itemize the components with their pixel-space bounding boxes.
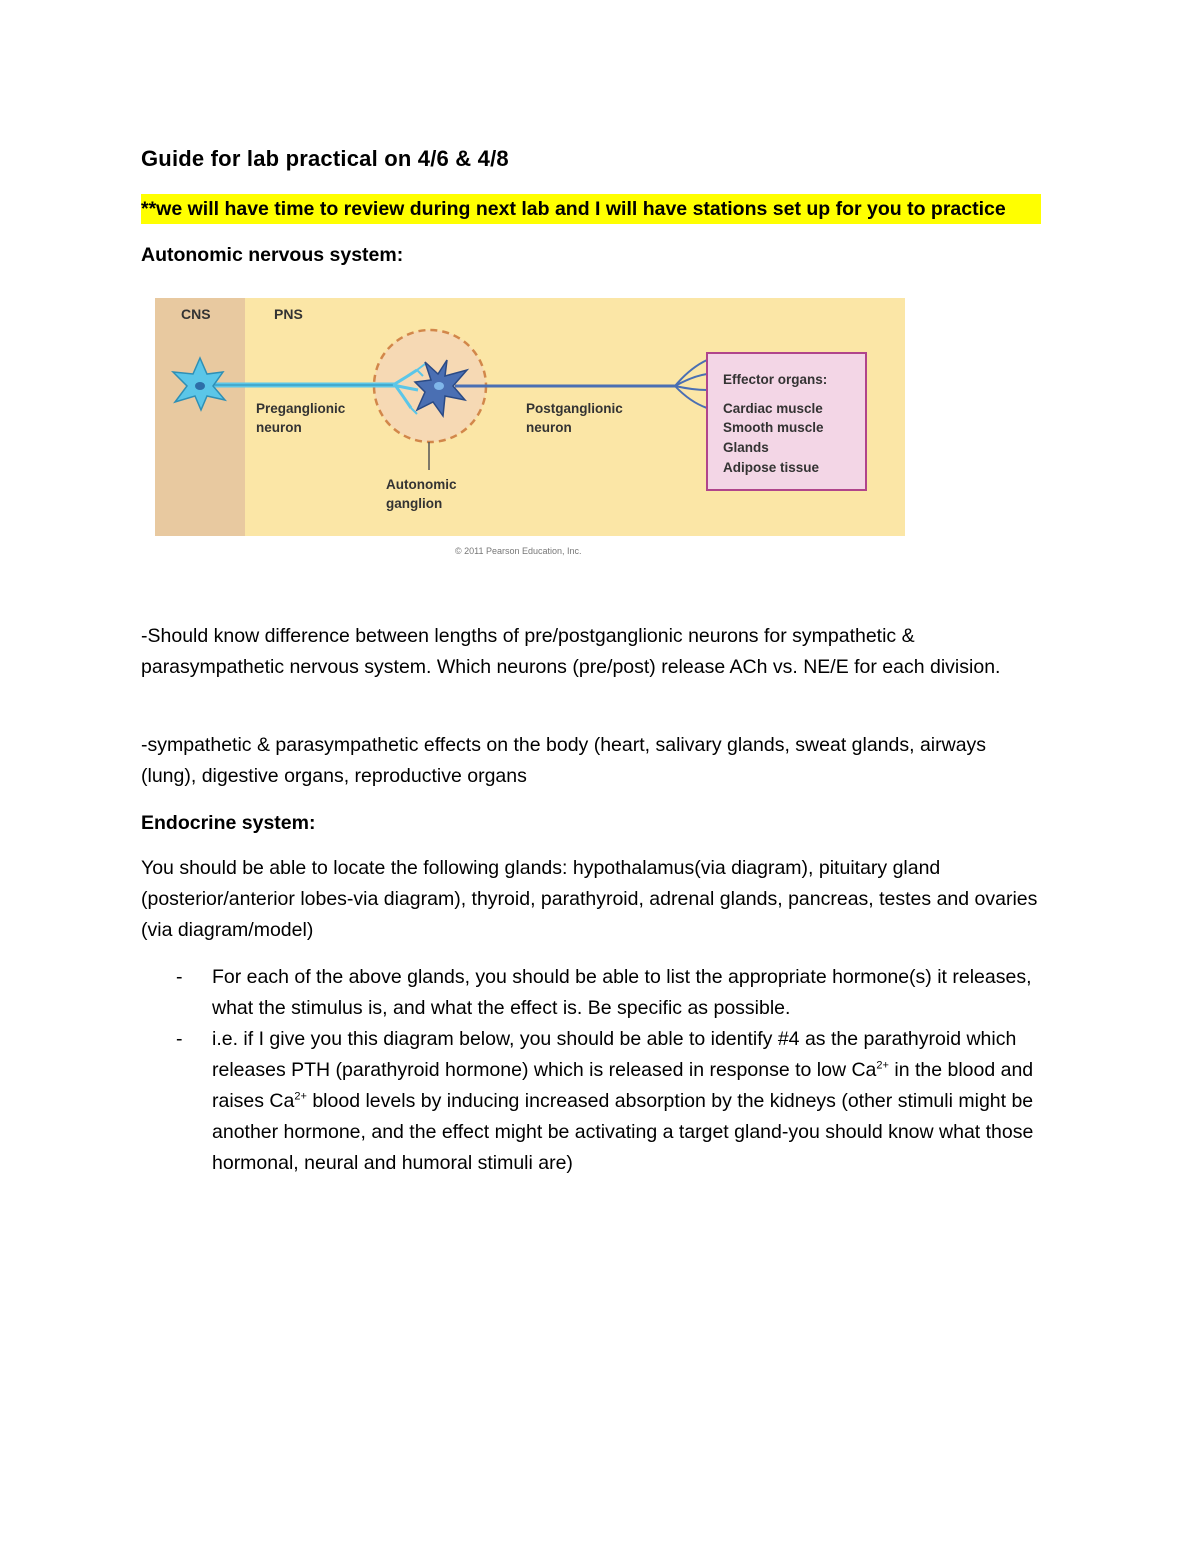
superscript-charge: 2+ <box>876 1059 889 1072</box>
endocrine-intro <box>141 853 1041 946</box>
endocrine-heading: Endocrine system: <box>141 812 316 834</box>
ganglion-label-1: Autonomic <box>386 477 457 492</box>
ans-figure <box>155 298 905 536</box>
ans-paragraph-2-text: -sympathetic & parasympathetic effects on the body (heart, salivary glands, sweat glands, airways (lung), digestive organs, reproductive organs <box>141 734 987 787</box>
ans-paragraph-2 <box>141 730 1041 792</box>
ans-paragraph-1-text: -Should know difference between lengths of pre/postganglionic neurons for sympathetic & parasympathetic nervous system. Which neurons (pre/post) release ACh vs. NE/E for each division. <box>141 625 1001 678</box>
ganglion-label-2: ganglion <box>386 496 443 511</box>
effector-glands: Glands <box>723 440 769 455</box>
highlighted-note: **we will have time to review during next lab and I will have stations set up for you to practice <box>141 194 1041 224</box>
effector-title: Effector organs: <box>723 372 828 387</box>
preganglionic-label-2: neuron <box>256 420 302 435</box>
effector-cardiac: Cardiac muscle <box>723 401 823 416</box>
list-item <box>141 1024 1051 1179</box>
bullet-1-text: For each of the above glands, you should be able to list the appropriate hormone(s) it releases, what the stimulus is, and what the effect is. Be specific as possible. <box>212 966 1032 1019</box>
bullet-2-text-b: in the blood and raises Ca <box>212 1059 1034 1112</box>
endocrine-bullet-list <box>141 962 1051 1179</box>
ans-paragraph-1 <box>141 621 1041 683</box>
ans-heading: Autonomic nervous system: <box>141 244 404 266</box>
cns-label: CNS <box>181 306 211 322</box>
postganglionic-label-2: neuron <box>526 420 572 435</box>
pns-label: PNS <box>274 306 303 322</box>
effector-smooth: Smooth muscle <box>723 420 824 435</box>
bullet-dash: - <box>176 1028 183 1050</box>
page-title: Guide for lab practical on 4/6 & 4/8 <box>141 146 509 171</box>
cns-region <box>155 298 245 536</box>
preganglionic-label-1: Preganglionic <box>256 401 346 416</box>
figure-copyright: © 2011 Pearson Education, Inc. <box>455 546 582 556</box>
effector-adipose: Adipose tissue <box>723 460 820 475</box>
bullet-2-text-a: i.e. if I give you this diagram below, you should be able to identify #4 as the parathyroid which releases PTH (parathyroid hormone) which is released in response to low Ca <box>212 1028 1017 1081</box>
superscript-charge: 2+ <box>294 1090 307 1103</box>
bullet-2-text-c: blood levels by inducing increased absorption by the kidneys (other stimuli might be another hormone, and the effect might be activating a target gland-you should know what those hormonal, neural and humoral stimuli are) <box>212 1090 1034 1174</box>
list-item <box>141 962 1051 1024</box>
postganglionic-label-1: Postganglionic <box>526 401 623 416</box>
endocrine-intro-text: You should be able to locate the following glands: hypothalamus(via diagram), pituitary gland (posterior/anterior lobes-via diagram), thyroid, parathyroid, adrenal glands, pancreas, testes and ovaries (via diagram/model) <box>141 857 1038 941</box>
bullet-dash: - <box>176 966 183 988</box>
